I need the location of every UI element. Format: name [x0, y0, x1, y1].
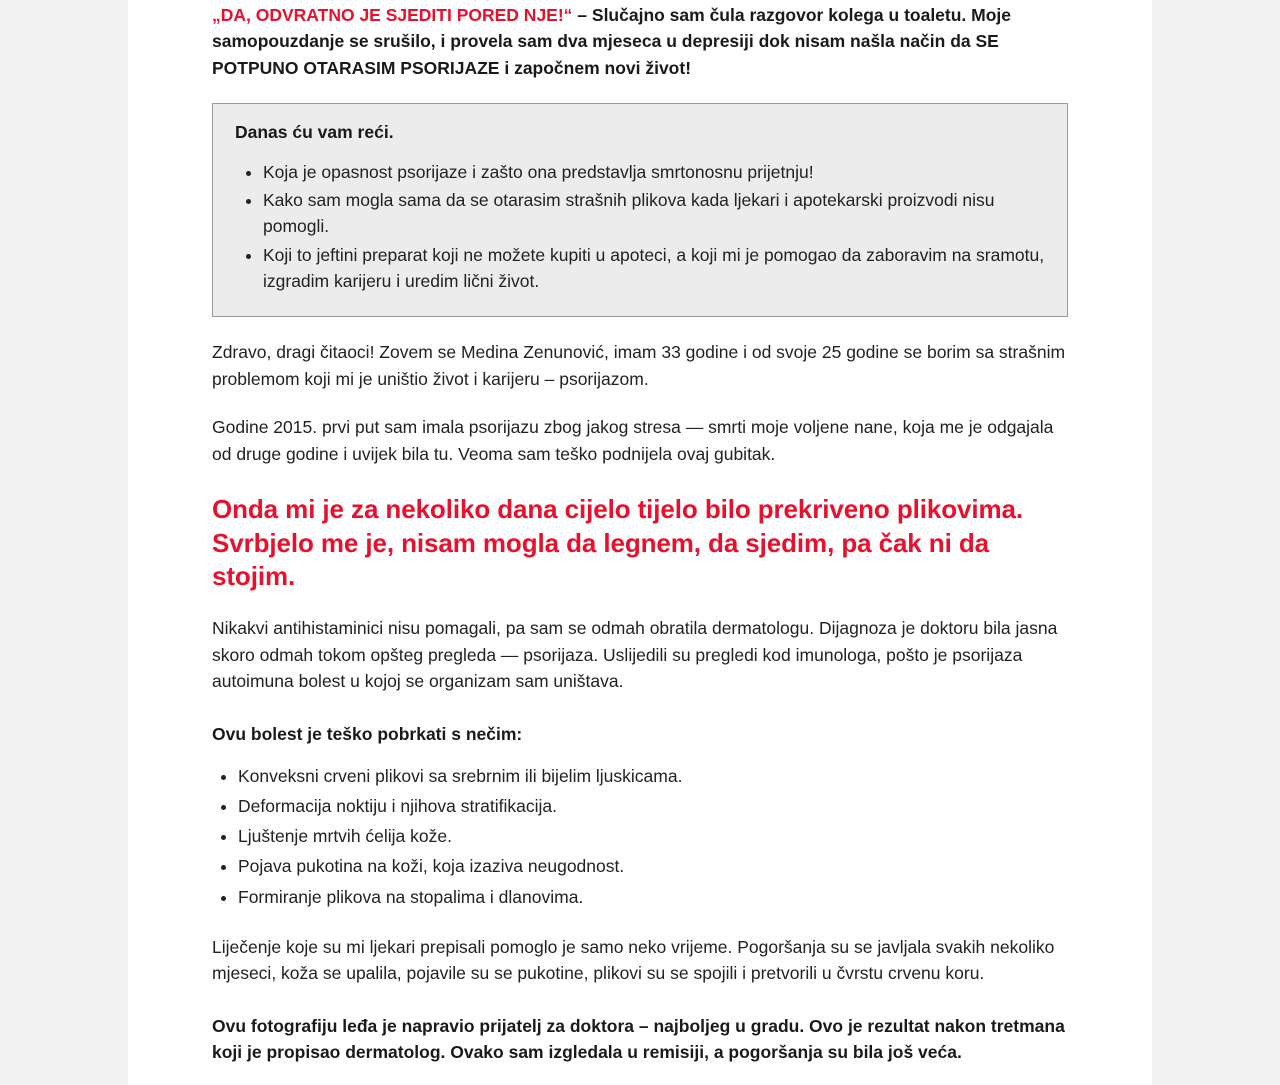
- summary-callout-title: Danas ću vam reći.: [235, 121, 394, 142]
- article-content: [212, 0, 1068, 1085]
- symptoms-list: [212, 761, 1068, 911]
- paragraph-photo-caption: Ovu fotografiju leđa je napravio prijatelj za doktora – najboljeg u gradu. Ovo je rezultat nakon tretmana koji je propisao dermatolog. Ovako sam izgledala u remisiji, a pogoršanja su bila još veća.: [212, 1015, 1065, 1063]
- bottom-spacer: [212, 1065, 1068, 1085]
- symptoms-subheading: Ovu bolest je teško pobrkati s nečim:: [212, 723, 523, 744]
- paragraph-onset: Godine 2015. prvi put sam imala psorijazu zbog jakog stresa — smrti moje voljene nane, koja me je odgajala od druge godine i uvijek bila tu. Veoma sam teško podnijela ovaj gubitak.: [212, 417, 1054, 464]
- summary-callout: [212, 103, 1068, 317]
- article-page: [128, 0, 1152, 1085]
- paragraph-treatment: Liječenje koje su mi ljekari prepisali pomoglo je samo neko vrijeme. Pogoršanja su se javljala svakih nekoliko mjeseci, koža se upalila, pojavile su se pukotine, plikovi su se spojili i pretvorili u čvrstu crvenu koru.: [212, 936, 1055, 984]
- list-item: • Pojava pukotina na koži, koja izaziva neugodnost.: [238, 851, 1068, 881]
- article-lead-rest: – Slučajno sam čula razgovor kolega u toaletu. Moje samopouzdanje se srušilo, i provela sam dva mjeseca u depresiji dok nisam našla način da SE POTPUNO OTARASIM PSORIJAZE i započnem novi život!: [212, 5, 1012, 78]
- list-item: • Koja je opasnost psorijaze i zašto ona predstavlja smrtonosnu prijetnju!: [263, 159, 1045, 185]
- summary-callout-list: [235, 159, 1045, 294]
- list-item: • Formiranje plikova na stopalima i dlanovima.: [238, 882, 1068, 912]
- list-item: • Deformacija noktiju i njihova stratifikacija.: [238, 791, 1068, 821]
- article-lead-highlight: „DA, ODVRATNO JE SJEDITI PORED NJE!“: [212, 5, 573, 25]
- list-item: • Konveksni crveni plikovi sa srebrnim ili bijelim ljuskicama.: [238, 761, 1068, 791]
- list-item: • Kako sam mogla sama da se otarasim strašnih plikova kada ljekari i apotekarski proizvodi nisu pomogli.: [263, 187, 1045, 240]
- list-item: • Koji to jeftini preparat koji ne možete kupiti u apoteci, a koji mi je pomogao da zaboravim na sramotu, izgradim karijeru i uredim lični život.: [263, 242, 1045, 295]
- paragraph-intro: Zdravo, dragi čitaoci! Zovem se Medina Zenunović, imam 33 godine i od svoje 25 godine se borim sa strašnim problemom koji mi je uništio život i karijeru – psorijazom.: [212, 342, 1066, 389]
- article-lead: [212, 0, 1068, 81]
- list-item: • Ljuštenje mrtvih ćelija kože.: [238, 821, 1068, 851]
- red-heading: Onda mi je za nekoliko dana cijelo tijelo bilo prekriveno plikovima. Svrbjelo me je, nisam mogla da legnem, da sjedim, pa čak ni da stojim.: [212, 494, 1023, 591]
- paragraph-diagnosis: Nikakvi antihistaminici nisu pomagali, pa sam se odmah obratila dermatologu. Dijagnoza je doktoru bila jasna skoro odmah tokom opšteg pregleda — psorijaza. Uslijedili su pregledi kod imunologa, pošto je psorijaza autoimuna bolest u kojoj se organizam sam uništava.: [212, 618, 1058, 692]
